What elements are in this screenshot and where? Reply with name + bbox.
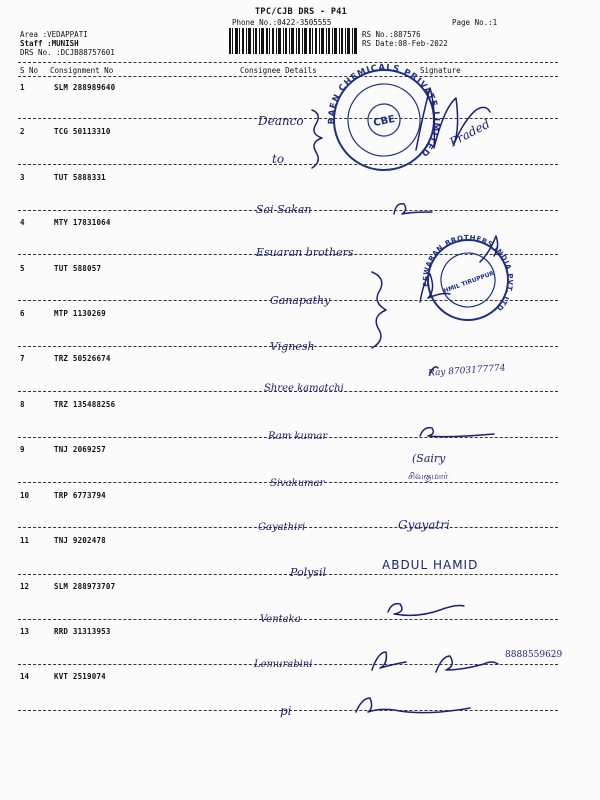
signature-3-scribble [394,204,432,214]
consignee-2: to [272,152,285,166]
rs-date: RS Date:08-Feb-2022 [362,39,448,48]
signature-7-text: Ray 8703177774 [427,363,506,379]
run-info [20,30,115,57]
row-12-sno: 12 [20,582,30,591]
consignee-7: Shree kamatchi [264,383,344,394]
row-11-divider [18,574,558,575]
consignee-13: Lemurabini [254,659,313,670]
row-1-consignment: SLM 288989640 [54,83,116,92]
signature-10-text: Gyayatri [398,518,450,532]
row-3-consignment: TUT 5888331 [54,173,106,182]
company-stamp-2 [410,221,526,336]
consignee-12: Ventaka [260,614,301,625]
area-label: Area :VEDAPPATI [20,30,88,39]
svg-text:ESWARAN BROTHERS INDIA PVT. LT [410,221,526,336]
row-13-consignment: RRD 31313953 [54,627,111,636]
signature-12-scribble [388,604,464,616]
col-consignee: Consignee Details [240,66,317,75]
stamp-2-center: HMIL TIRUPPUR [442,269,496,295]
consignee-8: Ram kumar [268,431,328,442]
header-divider [18,62,558,63]
consignee-11: Polysil [290,566,326,579]
row-2-divider [18,164,558,165]
signature-2-text: Praded [447,116,493,150]
stamp-1-center: CBE [372,113,397,130]
rs-info [362,30,448,48]
row-9-consignment: TNJ 2069257 [54,445,106,454]
signature-9a-text: (Sairy [412,452,446,465]
stamp-2-outer-text: ESWARAN BROTHERS INDIA PVT. LTD. [421,233,515,316]
signature-13-text: 8888559629 [505,650,563,660]
colhdr-divider [18,76,558,77]
staff-label: Staff :MUNISH [20,39,79,48]
phone-number: Phone No.:0422-3505555 [232,18,332,27]
signature-9b-text: சிவகுமார் [408,472,449,482]
consignee-4: Esuaran brothers [256,246,354,259]
signature-11-text: ABDUL HAMID [382,558,479,572]
consignee-9: Sivakumar [270,478,325,489]
consignee-5: Ganapathy [270,294,331,307]
consignee-1: Deanco [258,114,304,128]
row-11-sno: 11 [20,536,30,545]
sheet-title: TPC/CJB DRS - P41 [255,7,348,17]
row-4-consignment: MTY 17831064 [54,218,111,227]
row-7-sno: 7 [20,354,25,363]
page-number: Page No.:1 [452,18,498,27]
signature-5-scribble [420,274,450,302]
row-10-consignment: TRP 6773794 [54,491,106,500]
row-2-consignment: TCG 50113310 [54,127,111,136]
brace-mark-2 [372,272,386,348]
drs-number: DRS No. :DCJB88757601 [20,48,115,57]
row-1-sno: 1 [20,83,25,92]
row-3-sno: 3 [20,173,25,182]
row-8-sno: 8 [20,400,25,409]
row-6-consignment: MTP 1130269 [54,309,106,318]
row-14-sno: 14 [20,672,30,681]
col-consignment: Consignment No [50,66,114,75]
barcode [229,28,357,54]
row-6-sno: 6 [20,309,25,318]
signature-8-scribble [420,428,494,437]
row-7-consignment: TRZ 50526674 [54,354,111,363]
consignee-6: Vignesh [270,340,315,353]
row-2-sno: 2 [20,127,25,136]
row-9-sno: 9 [20,445,25,454]
consignee-3: Sai Sakan [256,203,312,216]
stamp-1-outer-text: RAEN CHEMICALS PRIVATE LIMITED [326,62,442,159]
row-4-sno: 4 [20,218,25,227]
row-8-consignment: TRZ 135488256 [54,400,116,409]
col-signature: Signature [420,66,461,75]
rs-number: RS No.:887576 [362,30,421,39]
row-11-consignment: TNJ 9202478 [54,536,106,545]
row-12-consignment: SLM 288973707 [54,582,116,591]
consignee-10: Gayathiri [258,522,306,533]
row-10-sno: 10 [20,491,30,500]
row-13-sno: 13 [20,627,30,636]
signature-13-scribble [372,652,498,672]
row-14-consignment: KVT 2519074 [54,672,106,681]
signature-4-scribble [480,236,498,262]
col-sno: S No [20,66,39,75]
consignee-14: pi [280,704,292,718]
row-5-consignment: TUT 588057 [54,264,102,273]
row-5-sno: 5 [20,264,25,273]
